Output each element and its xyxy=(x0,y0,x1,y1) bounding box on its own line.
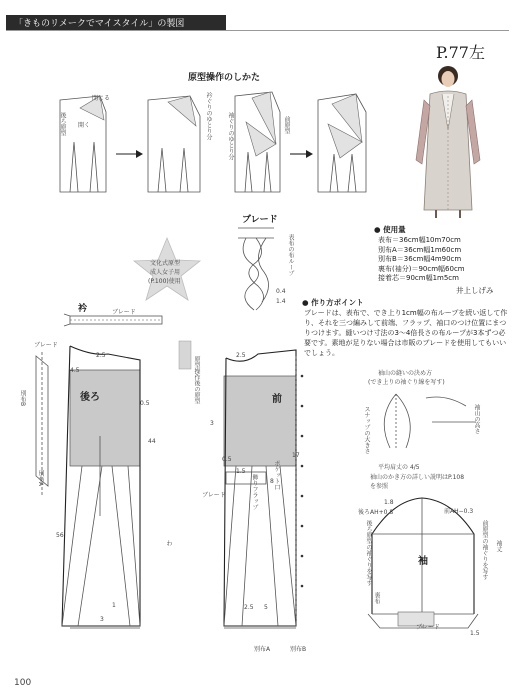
model-photo xyxy=(408,60,488,220)
material-item: 別布A＝36cm幅1m60cm xyxy=(378,245,462,254)
sleeve-fit-title: 袖山の縫いの決め方 xyxy=(378,370,433,377)
back-betsu-a-label: 別布A xyxy=(37,470,44,487)
front-dim-25b: 2.5 xyxy=(244,604,254,611)
pocket-label: ポケット口 xyxy=(273,460,280,490)
back-ah-label: 後ろAH+0.8 xyxy=(358,509,394,516)
back-sleeve-note: 後ろ原型の袖ぐりを写す xyxy=(365,520,372,586)
armhole-ease-label: 袖ぐりのゆとり分 xyxy=(227,112,234,160)
front-betsu-b-label: 別布B xyxy=(290,646,307,653)
front-block-label: 前原型 xyxy=(283,116,290,134)
material-item: 接着芯＝90cm幅1m5cm xyxy=(378,274,459,282)
star-line2: 成人女子用 xyxy=(150,269,181,276)
avg-shoulder-note: 袖山のかき方の詳しい説明はP.108を参照 xyxy=(370,474,465,490)
materials-list xyxy=(378,236,465,284)
material-item: 表布＝36cm幅10m70cm xyxy=(378,236,461,244)
back-mark-56: 56 xyxy=(56,532,64,539)
front-dim-15: 1.5 xyxy=(236,468,246,475)
avg-shoulder-text: 平均肩丈の xyxy=(378,464,409,471)
page-reference: P.77左 xyxy=(436,43,485,62)
tips-title-wrap: ● 作り方ポイント xyxy=(302,298,364,307)
front-dim-05: 0.5 xyxy=(222,456,232,463)
braid-dim-14: 1.4 xyxy=(276,298,286,305)
sleeve-braid-label: ブレード xyxy=(416,624,440,631)
back-dim-1: 1 xyxy=(112,602,116,609)
close-label: 閉じる xyxy=(92,95,111,102)
sleeve-label: 袖 xyxy=(418,556,428,567)
open-label: 開く xyxy=(78,122,91,129)
back-braid-label: ブレード xyxy=(34,342,58,349)
page-number: 100 xyxy=(14,678,32,688)
back-wa-label: わ xyxy=(165,540,172,546)
avg-shoulder-label xyxy=(378,462,420,471)
front-dim-5: 5 xyxy=(264,604,268,611)
collar-braid-label: ブレード xyxy=(112,309,136,316)
sleeve-cap-height-label: 袖山の高さ xyxy=(473,404,480,434)
author-name: 井上しげみ xyxy=(456,286,494,295)
avg-shoulder-frac: 4/5 xyxy=(409,464,420,471)
front-braid-label: ブレード xyxy=(202,492,226,499)
collar-label: 衿 xyxy=(78,304,88,314)
sleeve-dim-15: 1.5 xyxy=(470,630,480,637)
front-betsu-a-label: 別布A xyxy=(254,646,271,653)
back-mark-44: 44 xyxy=(148,438,156,445)
front-dim-3: 3 xyxy=(210,420,214,427)
pattern-op-title: 原型操作のしかた xyxy=(188,73,261,83)
front-dim-17: 17 xyxy=(292,452,300,459)
star-line1: 文化式原型 xyxy=(150,260,181,267)
back-block-label: 後ろ原型 xyxy=(59,112,66,136)
header-rule xyxy=(6,30,509,31)
tips-title: 作り方ポイント xyxy=(311,298,364,307)
tips-body: ブレードは、表布で、でき上り1cm幅の布ループを続い返して作り、それを三つ編みして前端、フラップ、袖口のつけ位置にまつりつけます。縫いつけ寸法の3～4倍長さの布ループが3本ずつ必要です。素地が足りない場合は市販のブレードを使用してもいいでしょう。 xyxy=(304,309,508,357)
back-dim-25: 2.5 xyxy=(96,352,106,359)
back-dim-45: 4.5 xyxy=(70,367,80,374)
front-dim-8: 8 xyxy=(270,478,274,485)
front-dim-25: 2.5 xyxy=(236,352,246,359)
sleeve-length-label: 袖丈 xyxy=(495,540,502,552)
sleeve-fit-sub: (でき上りの袖ぐり線を写す) xyxy=(368,379,445,386)
page-header xyxy=(0,6,515,36)
sleeve-lining-label: 裏布 xyxy=(373,592,380,604)
back-dim-05: 0.5 xyxy=(140,400,150,407)
collar-strip xyxy=(62,312,172,334)
modified-block-label: 原型操作後の原型 xyxy=(193,356,200,404)
front-ah-label: 前AH−0.3 xyxy=(444,508,474,515)
modified-block-swatch xyxy=(178,340,192,370)
back-label: 後ろ xyxy=(80,392,100,403)
neck-ease-label: 衿ぐりのゆとり分 xyxy=(205,92,212,140)
sleeve-dim-18: 1.8 xyxy=(384,499,394,506)
braid-dim-04: 0.4 xyxy=(276,288,286,295)
braid-loop-label: 表布の布ループ xyxy=(287,234,294,276)
back-betsu-b-label: 別布B xyxy=(19,390,26,407)
star-line3: (P.100)使用 xyxy=(148,278,181,285)
braid-title: ブレード xyxy=(242,215,278,225)
material-item: 別布B＝36cm幅4m90cm xyxy=(378,255,462,263)
snap-note: スナップの大きさ xyxy=(363,406,370,454)
front-label: 前 xyxy=(272,394,282,405)
flap-label: 飾りフラップ xyxy=(251,474,258,510)
front-sleeve-note: 前原型の袖ぐりを写す xyxy=(481,520,488,580)
materials-title: ● 使用量 xyxy=(374,225,406,234)
material-item: 裏布(袖分)＝90cm幅60cm xyxy=(378,264,465,273)
materials-title-text: 使用量 xyxy=(383,225,406,234)
back-dim-3: 3 xyxy=(100,616,104,623)
chapter-title: 「きものリメークでマイスタイル」の製図 xyxy=(14,19,185,29)
sleeve-fit-diagram xyxy=(366,388,486,456)
